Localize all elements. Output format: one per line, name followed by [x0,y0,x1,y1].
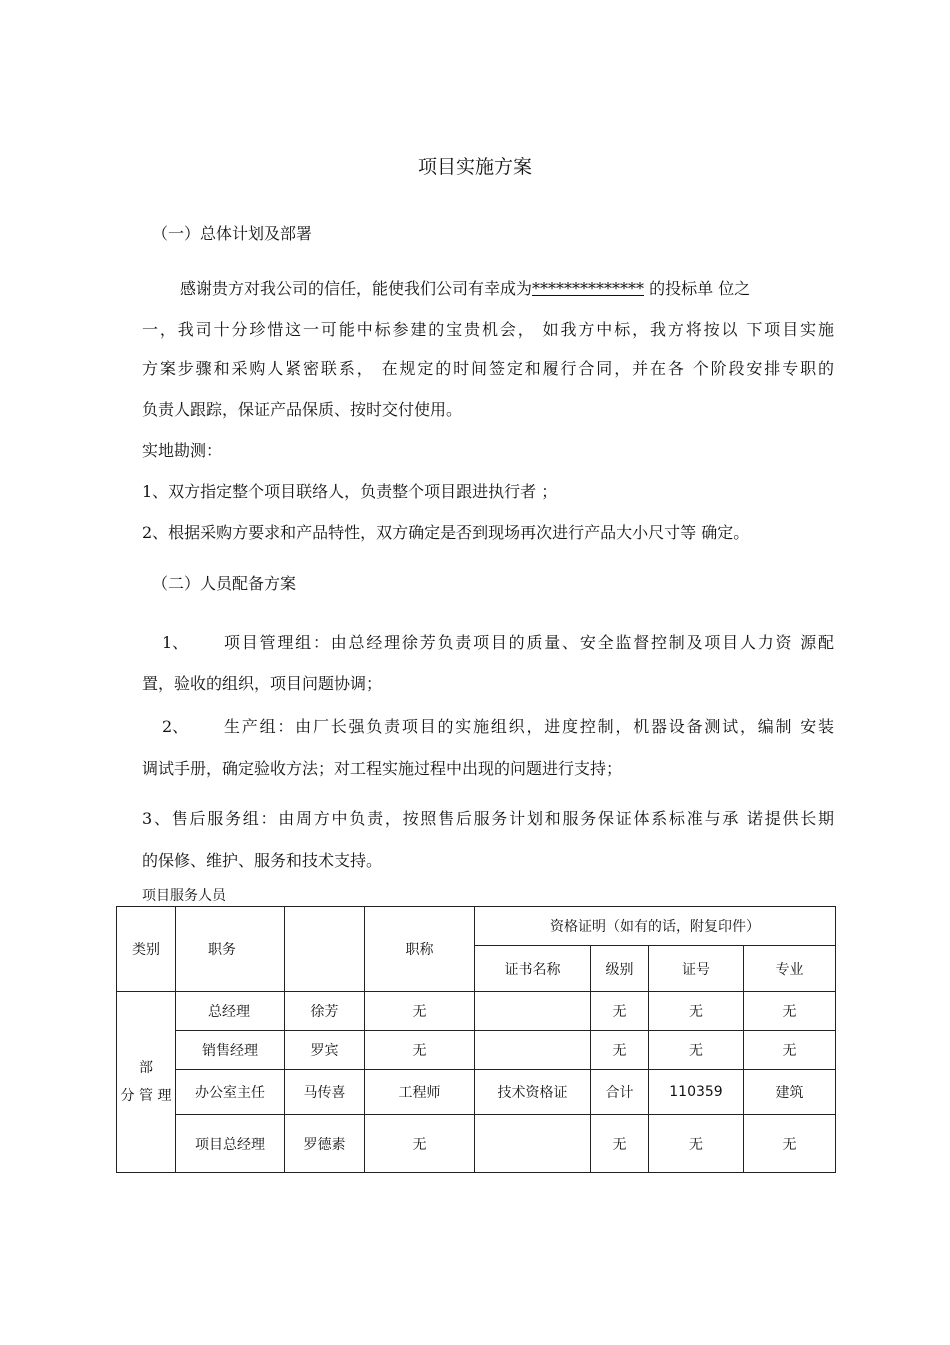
header-cert-group: 资格证明（如有的话，附复印件） [475,907,836,946]
row-position: 项目总经理 [176,1115,285,1173]
header-name [285,907,365,992]
table-row [117,1115,836,1173]
staff-item-3-line1: 3、售后服务组：由周方中负责，按照售后服务计划和服务保证体系标准与承 诺提供长期 [142,809,834,828]
row-name: 罗德素 [285,1115,365,1173]
row-cert-no: 无 [649,992,744,1031]
header-category: 类别 [117,907,176,992]
row-title: 无 [365,992,475,1031]
row-major: 无 [744,1031,836,1070]
row-level: 合计 [591,1070,649,1115]
row-cert-no: 无 [649,1115,744,1173]
header-title: 职称 [365,907,475,992]
category-line2: 分 管 理 [120,1088,172,1104]
section1-para-line3: 方案步骤和采购人紧密联系， 在规定的时间签定和履行合同，并在各 个阶段安排专职的 [142,359,834,378]
table-row [117,1070,836,1115]
row-cert-no: 110359 [649,1070,744,1115]
para-suffix: 的投标单 位之 [644,279,751,298]
section1-para-line2: 一，我司十分珍惜这一可能中标参建的宝贵机会， 如我方中标，我方将按以 下项目实施 [142,320,834,339]
row-title: 无 [365,1031,475,1070]
survey-item-2: 2、根据采购方要求和产品特性，双方确定是否到现场再次进行产品大小尺寸等 确定。 [142,523,750,542]
row-cert-name [475,992,591,1031]
row-cert-no: 无 [649,1031,744,1070]
row-title: 无 [365,1115,475,1173]
section1-heading: （一）总体计划及部署 [152,224,313,243]
table-row [117,1031,836,1070]
category-cell [117,992,176,1173]
row-name: 徐芳 [285,992,365,1031]
row-cert-name [475,1115,591,1173]
row-level: 无 [591,1031,649,1070]
staff-item-2-number: 2、 [162,717,189,736]
row-position: 总经理 [176,992,285,1031]
project-name-placeholder: ************** [532,279,645,298]
staff-item-1-number: 1、 [162,633,189,652]
staff-item-3-line2: 的保修、维护、服务和技术支持。 [142,851,383,870]
row-cert-name: 技术资格证 [475,1070,591,1115]
service-staff-table [116,906,836,1173]
staff-item-1-line1: 项目管理组：由总经理徐芳负责项目的质量、安全监督控制及项目人力资 源配 [224,633,834,652]
staff-item-1-line2: 置，验收的组织，项目问题协调； [142,674,383,693]
para-prefix: 感谢贵方对我公司的信任，能使我们公司有幸成为 [180,279,533,298]
section2-heading: （二）人员配备方案 [152,574,297,593]
header-position: 职务 [176,907,285,992]
row-position: 办公室主任 [176,1070,285,1115]
row-major: 建筑 [744,1070,836,1115]
row-level: 无 [591,1115,649,1173]
header-cert-name: 证书名称 [475,946,591,992]
category-line1: 部 [139,1060,153,1076]
row-level: 无 [591,992,649,1031]
row-cert-name [475,1031,591,1070]
header-level: 级别 [591,946,649,992]
table-row [117,992,836,1031]
row-major: 无 [744,992,836,1031]
row-position: 销售经理 [176,1031,285,1070]
row-name: 罗宾 [285,1031,365,1070]
survey-item-1: 1、双方指定整个项目联络人，负责整个项目跟进执行者 ； [142,482,558,501]
table-caption: 项目服务人员 [142,888,226,904]
row-name: 马传喜 [285,1070,365,1115]
section1-para-line1 [180,276,750,299]
row-major: 无 [744,1115,836,1173]
staff-item-2-line1: 生产组：由厂长强负责项目的实施组织，进度控制，机器设备测试，编制 安装 [224,717,834,736]
header-cert-no: 证号 [649,946,744,992]
section1-para-line4: 负责人跟踪，保证产品保质、按时交付使用。 [142,400,463,419]
staff-item-2-line2: 调试手册，确定验收方法；对工程实施过程中出现的问题进行支持； [142,759,623,778]
survey-label: 实地勘测： [142,441,223,460]
header-major: 专业 [744,946,836,992]
page-title: 项目实施方案 [417,156,532,178]
table-header-row [117,907,836,946]
row-title: 工程师 [365,1070,475,1115]
